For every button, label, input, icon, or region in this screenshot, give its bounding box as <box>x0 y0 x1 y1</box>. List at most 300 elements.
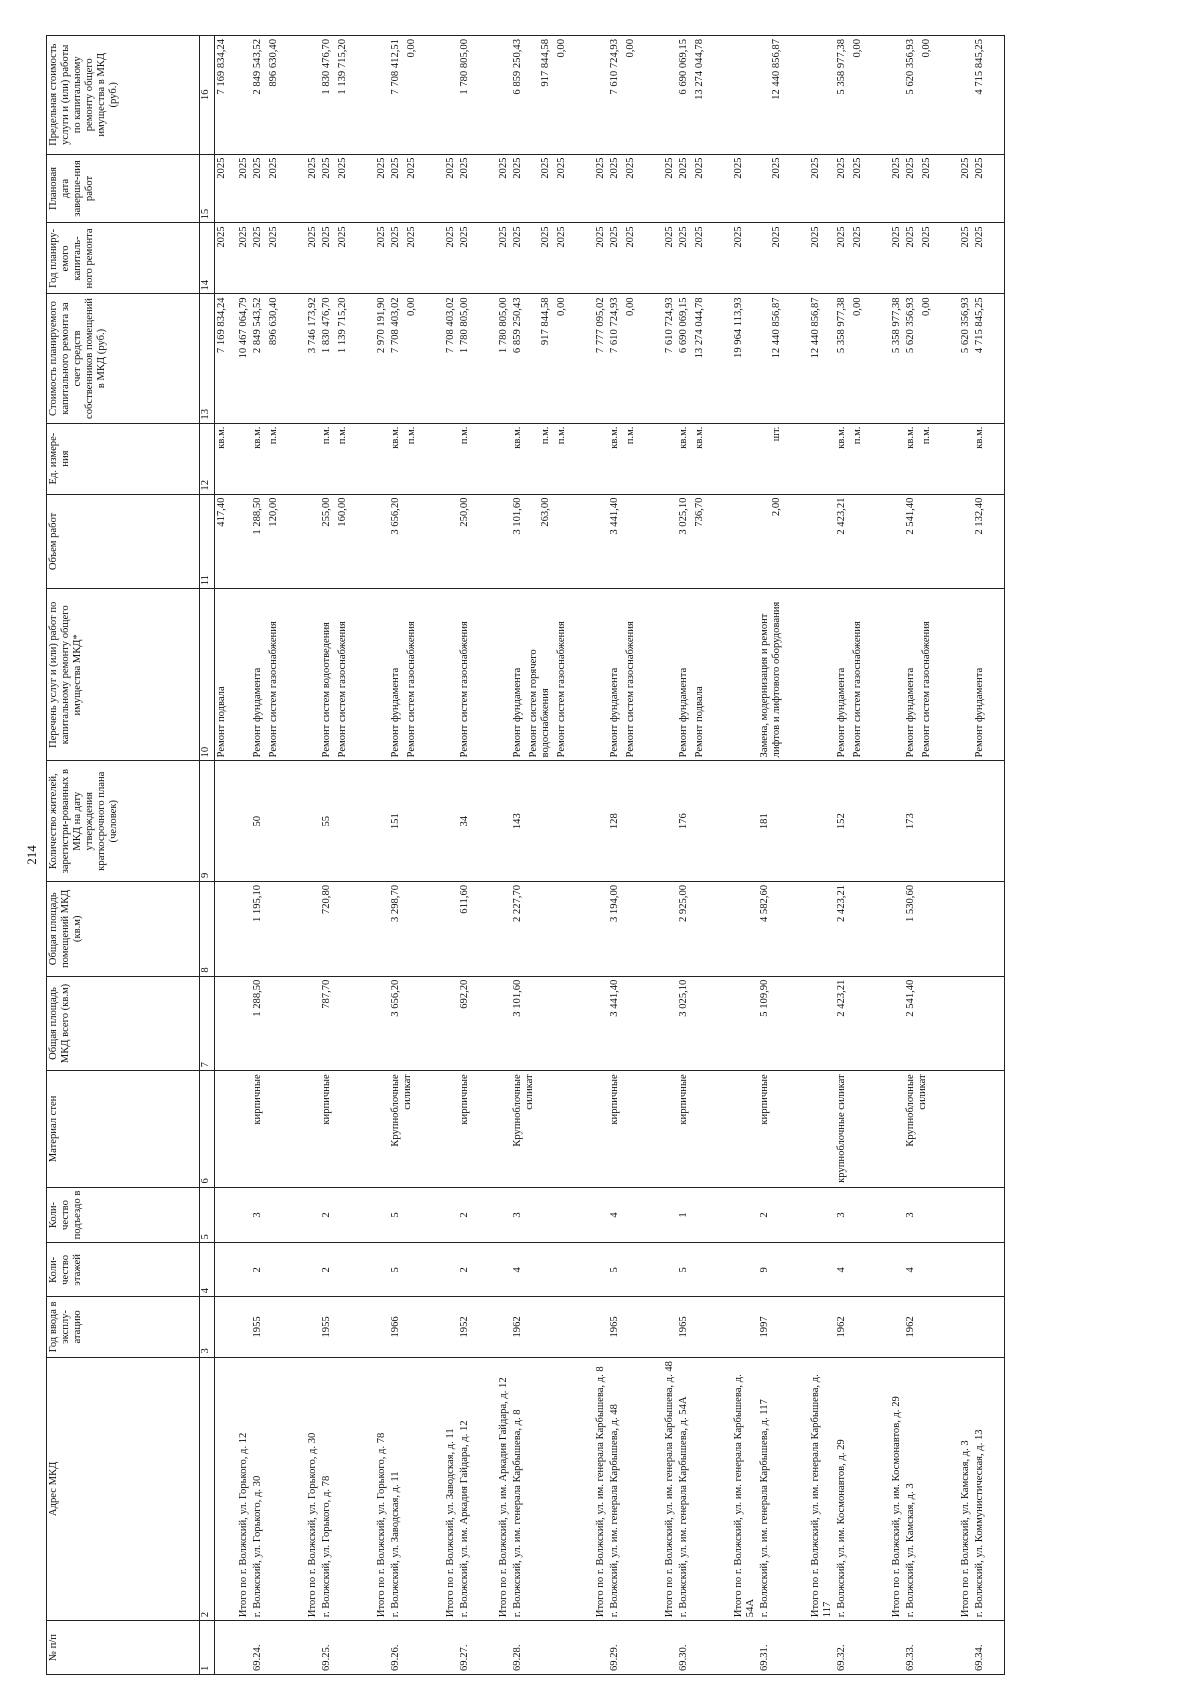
year-built: 1955 <box>320 1297 367 1357</box>
work-year-line: 2025 <box>905 226 916 248</box>
work-limit <box>608 36 655 155</box>
empty-cell <box>724 1187 758 1243</box>
empty-cell <box>436 881 458 976</box>
work-volume <box>458 494 489 589</box>
empty-cell <box>586 1071 608 1187</box>
work-name <box>835 589 882 761</box>
floors-count: 4 <box>511 1243 586 1297</box>
work-date-line: 2025 <box>406 157 417 179</box>
total-cost: 19 964 113,93 <box>724 294 758 423</box>
column-header-3: Год ввода в эксплу-атацию <box>47 1297 200 1357</box>
wall-material: кирпичные <box>320 1071 367 1187</box>
work-year-line: 2025 <box>771 226 782 248</box>
empty-cell <box>724 881 758 976</box>
work-year-line: 2025 <box>512 226 523 248</box>
wall-material: кирпичные <box>677 1071 724 1187</box>
work-year-line: 2025 <box>852 226 863 248</box>
work-limit-line: 1 830 476,70 <box>321 39 332 95</box>
total-area: 2 541,40 <box>904 976 951 1071</box>
entrances-count: 3 <box>835 1187 882 1243</box>
year-built: 1962 <box>511 1297 586 1357</box>
total-cost: 7 610 724,93 <box>655 294 677 423</box>
total-area: 1 288,50 <box>251 976 298 1071</box>
work-volume-line: 736,70 <box>694 497 705 527</box>
total-row <box>951 36 973 1675</box>
wall-material: Крупноблочные силикат <box>389 1071 436 1187</box>
work-volume-line: 120,00 <box>268 497 279 527</box>
building-address: г. Волжский, ул. Горького, д. 78 <box>320 1357 367 1621</box>
empty-cell <box>801 1071 835 1187</box>
empty-cell <box>229 1297 251 1357</box>
work-date <box>389 154 436 223</box>
work-date: 2025 <box>215 154 230 223</box>
premises-area: 2 423,21 <box>835 881 882 976</box>
work-name-line: Ремонт подвала <box>694 686 705 758</box>
work-limit-line: 6 859 250,43 <box>512 39 523 95</box>
work-limit-line: 6 690 069,15 <box>678 39 689 95</box>
work-volume <box>389 494 436 589</box>
building-address: г. Волжский, ул. им. генерала Карбышева, д. 117 <box>758 1357 801 1621</box>
work-limit-line: 13 274 044,78 <box>694 39 705 100</box>
total-date: 2025 <box>298 154 320 223</box>
building-row <box>389 36 436 1675</box>
empty-cell <box>586 761 608 882</box>
work-limit: 7 169 834,24 <box>215 36 230 155</box>
work-cost-line: 13 274 044,78 <box>694 297 705 359</box>
work-name-line: Ремонт фундамента <box>836 667 847 758</box>
work-volume <box>758 494 801 589</box>
work-cost-line: 0,00 <box>406 297 417 316</box>
empty-cell <box>724 761 758 882</box>
work-unit-line: кв.м. <box>694 426 705 449</box>
empty-cell <box>951 36 973 155</box>
empty-cell <box>801 976 835 1071</box>
work-date-line: 2025 <box>921 157 932 179</box>
total-date: 2025 <box>801 154 835 223</box>
work-date-line: 2025 <box>771 157 782 179</box>
empty-cell <box>801 881 835 976</box>
empty-cell <box>586 976 608 1071</box>
total-area: 3 025,10 <box>677 976 724 1071</box>
work-unit-line: п.м. <box>268 426 279 445</box>
row-number <box>298 1621 320 1675</box>
total-date: 2025 <box>586 154 608 223</box>
empty-cell <box>367 881 389 976</box>
work-name <box>458 589 489 761</box>
column-number-7: 7 <box>200 976 215 1071</box>
work-limit-line: 7 708 412,51 <box>390 39 401 95</box>
work-date <box>511 154 586 223</box>
work-name-line: Ремонт систем газоснабжения <box>337 621 348 758</box>
empty-cell <box>367 761 389 882</box>
floors-count: 2 <box>251 1243 298 1297</box>
work-unit-line: п.м. <box>337 426 348 445</box>
empty-cell <box>801 761 835 882</box>
capital-repair-table <box>46 35 1005 1675</box>
work-date-line: 2025 <box>459 157 470 179</box>
empty-cell <box>489 1187 511 1243</box>
work-name <box>251 589 298 761</box>
work-year <box>608 223 655 294</box>
column-number-2: 2 <box>200 1357 215 1621</box>
work-name-line: Замена, модернизация и ремонт лифтов и лифтового оборудования <box>759 601 782 758</box>
row-number <box>489 1621 511 1675</box>
row-number: 69.30. <box>677 1621 724 1675</box>
empty-cell <box>586 423 608 494</box>
empty-cell <box>229 36 251 155</box>
empty-cell <box>724 494 758 589</box>
work-year-line: 2025 <box>406 226 417 248</box>
work-name-line: Ремонт систем газоснабжения <box>921 621 932 758</box>
work-year: 2025 <box>215 223 230 294</box>
total-cost: 1 780 805,00 <box>489 294 511 423</box>
table-row-continued <box>215 36 230 1675</box>
work-cost <box>320 294 367 423</box>
residents-count: 176 <box>677 761 724 882</box>
work-year-line: 2025 <box>836 226 847 248</box>
column-header-16: Предельная стоимость услуги и (или) работы по капитальному ремонту общего имущества в МКД (руб.) <box>47 36 200 155</box>
work-name-line: Ремонт фундамента <box>974 667 985 758</box>
work-volume-line: 160,00 <box>337 497 348 527</box>
premises-area: 1 195,10 <box>251 881 298 976</box>
total-row <box>801 36 835 1675</box>
column-header-6: Материал стен <box>47 1071 200 1187</box>
work-name-line: Ремонт фундамента <box>390 667 401 758</box>
empty-cell <box>229 976 251 1071</box>
work-date <box>758 154 801 223</box>
empty-cell <box>951 1071 973 1187</box>
work-volume-line: 255,00 <box>321 497 332 527</box>
work-cost-line: 6 859 250,43 <box>512 297 523 354</box>
empty-cell <box>367 494 389 589</box>
work-name <box>389 589 436 761</box>
column-header-10: Перечень услуг и (или) работ по капитальному ремонту общего имущества МКД* <box>47 589 200 761</box>
wall-material <box>973 1071 1005 1187</box>
work-cost-line: 5 620 356,93 <box>905 297 916 354</box>
page-number: 214 <box>24 845 39 865</box>
work-year-line: 2025 <box>390 226 401 248</box>
work-name-line: Ремонт систем газоснабжения <box>268 621 279 758</box>
work-name-line: Ремонт систем газоснабжения <box>459 621 470 758</box>
year-built: 1997 <box>758 1297 801 1357</box>
work-volume-line <box>852 498 864 586</box>
work-unit-line: п.м. <box>459 426 470 445</box>
entrances-count: 3 <box>904 1187 951 1243</box>
empty-cell <box>655 761 677 882</box>
empty-cell <box>724 423 758 494</box>
work-date <box>973 154 1005 223</box>
work-year <box>973 223 1005 294</box>
work-unit-line: п.м. <box>556 426 567 445</box>
empty-cell <box>951 881 973 976</box>
empty-cell <box>724 1297 758 1357</box>
empty-cell <box>586 36 608 155</box>
column-header-5: Коли-чество подъездо в <box>47 1187 200 1243</box>
column-number-15: 15 <box>200 154 215 223</box>
total-address: Итого по г. Волжский, ул. Горького, д. 30 <box>298 1357 320 1621</box>
total-row <box>489 36 511 1675</box>
empty-cell <box>367 976 389 1071</box>
work-name-line: Ремонт систем горячего водоснабжения <box>528 649 551 758</box>
work-unit-line: кв.м. <box>678 426 689 449</box>
work-date-line: 2025 <box>625 157 636 179</box>
empty-cell <box>436 494 458 589</box>
total-address: Итого по г. Волжский, ул. им. генерала Карбышева, д. 8 <box>586 1357 608 1621</box>
empty-cell <box>801 589 835 761</box>
premises-area: 3 298,70 <box>389 881 436 976</box>
work-year <box>904 223 951 294</box>
empty-cell <box>882 1071 904 1187</box>
premises-area: 720,80 <box>320 881 367 976</box>
work-cost-line: 1 780 805,00 <box>459 297 470 354</box>
building-row <box>904 36 951 1675</box>
work-name-line: Ремонт систем газоснабжения <box>852 621 863 758</box>
year-built: 1962 <box>904 1297 951 1357</box>
column-header-1: № п/п <box>47 1621 200 1675</box>
total-address: Итого по г. Волжский, ул. Горького, д. 12 <box>229 1357 251 1621</box>
work-unit <box>458 423 489 494</box>
floors-count: 5 <box>389 1243 436 1297</box>
work-limit-line: 4 715 845,25 <box>974 39 985 95</box>
premises-area: 2 227,70 <box>511 881 586 976</box>
total-area: 5 109,90 <box>758 976 801 1071</box>
empty-cell <box>951 976 973 1071</box>
work-year-line: 2025 <box>540 226 551 248</box>
empty-cell <box>951 761 973 882</box>
total-date: 2025 <box>951 154 973 223</box>
work-volume-line: 3 441,40 <box>609 497 620 535</box>
work-cost <box>389 294 436 423</box>
column-header-14: Год планиру-емого капиталь-ного ремонта <box>47 223 200 294</box>
work-year-line: 2025 <box>268 226 279 248</box>
row-number: 69.26. <box>389 1621 436 1675</box>
empty-cell <box>367 36 389 155</box>
work-unit <box>608 423 655 494</box>
building-address: г. Волжский, ул. им. генерала Карбышева, д. 54А <box>677 1357 724 1621</box>
work-cost <box>608 294 655 423</box>
total-area: 787,70 <box>320 976 367 1071</box>
empty-cell <box>298 36 320 155</box>
empty-cell <box>882 36 904 155</box>
total-area <box>973 976 1005 1071</box>
work-unit <box>835 423 882 494</box>
empty-cell <box>298 976 320 1071</box>
building-row <box>835 36 882 1675</box>
wall-material: кирпичные <box>251 1071 298 1187</box>
work-date-line: 2025 <box>694 157 705 179</box>
work-date-line: 2025 <box>268 157 279 179</box>
row-number: 69.33. <box>904 1621 951 1675</box>
work-cost-line: 4 715 845,25 <box>974 297 985 354</box>
work-cost-line: 2 849 543,52 <box>252 297 263 354</box>
work-limit <box>758 36 801 155</box>
work-year <box>677 223 724 294</box>
column-number-13: 13 <box>200 294 215 423</box>
total-cost: 12 440 856,87 <box>801 294 835 423</box>
year-built: 1965 <box>608 1297 655 1357</box>
empty-cell <box>655 494 677 589</box>
empty-cell <box>229 494 251 589</box>
total-address: Итого по г. Волжский, ул. Заводская, д. 11 <box>436 1357 458 1621</box>
work-year <box>758 223 801 294</box>
work-unit-line: п.м. <box>406 426 417 445</box>
work-year <box>251 223 298 294</box>
empty-cell <box>298 761 320 882</box>
empty-cell <box>436 423 458 494</box>
empty-cell <box>367 423 389 494</box>
work-unit-line: кв.м. <box>512 426 523 449</box>
residents-count: 34 <box>458 761 489 882</box>
work-cost <box>458 294 489 423</box>
work-limit <box>677 36 724 155</box>
total-cost: 3 746 173,92 <box>298 294 320 423</box>
work-limit <box>973 36 1005 155</box>
total-area: 3 101,60 <box>511 976 586 1071</box>
work-limit-line: 0,00 <box>625 39 636 58</box>
total-date: 2025 <box>489 154 511 223</box>
work-unit-line: кв.м. <box>836 426 847 449</box>
work-cost <box>251 294 298 423</box>
work-limit <box>904 36 951 155</box>
total-date: 2025 <box>367 154 389 223</box>
empty-cell <box>298 494 320 589</box>
work-name <box>320 589 367 761</box>
rotated-page <box>20 35 1150 1675</box>
work-cost <box>758 294 801 423</box>
work-volume <box>511 494 586 589</box>
empty-cell <box>229 1243 251 1297</box>
work-unit-line: п.м. <box>852 426 863 445</box>
empty-cell <box>951 494 973 589</box>
work-limit <box>511 36 586 155</box>
total-area: 3 656,20 <box>389 976 436 1071</box>
work-unit <box>320 423 367 494</box>
total-date: 2025 <box>436 154 458 223</box>
premises-area: 1 530,60 <box>904 881 951 976</box>
work-volume-line <box>406 498 418 586</box>
work-name <box>758 589 801 761</box>
work-volume-line: 2,00 <box>771 497 782 517</box>
work-limit <box>458 36 489 155</box>
empty-cell <box>655 1071 677 1187</box>
work-volume-line: 2 423,21 <box>836 497 847 535</box>
work-volume <box>835 494 882 589</box>
work-date-line: 2025 <box>540 157 551 179</box>
empty-cell <box>367 589 389 761</box>
total-row <box>655 36 677 1675</box>
work-volume-line: 2 541,40 <box>905 497 916 535</box>
work-volume-line <box>921 498 933 586</box>
work-cost-line: 896 630,40 <box>268 297 279 346</box>
work-year <box>458 223 489 294</box>
total-cost: 10 467 064,79 <box>229 294 251 423</box>
work-date-line: 2025 <box>905 157 916 179</box>
empty-cell <box>298 1243 320 1297</box>
residents-count: 173 <box>904 761 951 882</box>
work-cost-line: 12 440 856,87 <box>771 297 782 359</box>
entrances-count: 2 <box>758 1187 801 1243</box>
work-limit-line: 0,00 <box>921 39 932 58</box>
work-limit-line: 7 610 724,93 <box>609 39 620 95</box>
work-limit-line: 896 630,40 <box>268 39 279 87</box>
empty-cell <box>655 423 677 494</box>
total-row <box>229 36 251 1675</box>
empty-cell <box>298 589 320 761</box>
total-cost: 7 777 095,02 <box>586 294 608 423</box>
work-year-line: 2025 <box>974 226 985 248</box>
empty-cell <box>367 1297 389 1357</box>
work-date-line: 2025 <box>974 157 985 179</box>
empty-cell <box>724 36 758 155</box>
year-built: 1966 <box>389 1297 436 1357</box>
empty-cell <box>367 1187 389 1243</box>
work-cost-line: 0,00 <box>852 297 863 316</box>
column-number-9: 9 <box>200 761 215 882</box>
work-date-line: 2025 <box>390 157 401 179</box>
total-date: 2025 <box>229 154 251 223</box>
empty-cell <box>655 1297 677 1357</box>
row-number <box>882 1621 904 1675</box>
empty-cell <box>489 423 511 494</box>
work-cost-line: 7 610 724,93 <box>609 297 620 354</box>
work-name-line: Ремонт фундамента <box>609 667 620 758</box>
empty-cell <box>229 423 251 494</box>
empty-cell <box>801 1187 835 1243</box>
work-volume-line: 263,00 <box>540 497 551 527</box>
empty-cell <box>436 1297 458 1357</box>
empty-cell <box>298 1071 320 1187</box>
work-limit-line: 12 440 856,87 <box>771 39 782 100</box>
work-unit-line: кв.м. <box>252 426 263 449</box>
row-number <box>951 1621 973 1675</box>
work-year-line: 2025 <box>921 226 932 248</box>
work-volume <box>251 494 298 589</box>
work-year <box>389 223 436 294</box>
empty-cell <box>801 423 835 494</box>
work-volume-line <box>556 498 568 586</box>
floors-count: 2 <box>320 1243 367 1297</box>
building-row <box>758 36 801 1675</box>
work-cost: 7 169 834,24 <box>215 294 230 423</box>
column-number-5: 5 <box>200 1187 215 1243</box>
column-header-4: Коли-чество этажей <box>47 1243 200 1297</box>
column-number-4: 4 <box>200 1243 215 1297</box>
column-header-2: Адрес МКД <box>47 1357 200 1621</box>
total-row <box>724 36 758 1675</box>
empty-cell <box>801 494 835 589</box>
total-row <box>367 36 389 1675</box>
work-cost <box>511 294 586 423</box>
row-number <box>724 1621 758 1675</box>
work-date-line: 2025 <box>556 157 567 179</box>
empty-cell <box>951 423 973 494</box>
floors-count: 5 <box>677 1243 724 1297</box>
row-number: 69.29. <box>608 1621 655 1675</box>
year-built: 1952 <box>458 1297 489 1357</box>
total-area: 692,20 <box>458 976 489 1071</box>
residents-count: 152 <box>835 761 882 882</box>
empty-cell <box>655 589 677 761</box>
empty-cell <box>436 36 458 155</box>
empty-cell <box>724 976 758 1071</box>
empty-cell <box>489 976 511 1071</box>
empty-cell <box>655 1243 677 1297</box>
column-number-11: 11 <box>200 494 215 589</box>
total-address: Итого по г. Волжский, ул. Камская, д. 3 <box>951 1357 973 1621</box>
work-cost <box>835 294 882 423</box>
empty-cell <box>586 1243 608 1297</box>
work-volume-line: 3 101,60 <box>512 497 523 535</box>
